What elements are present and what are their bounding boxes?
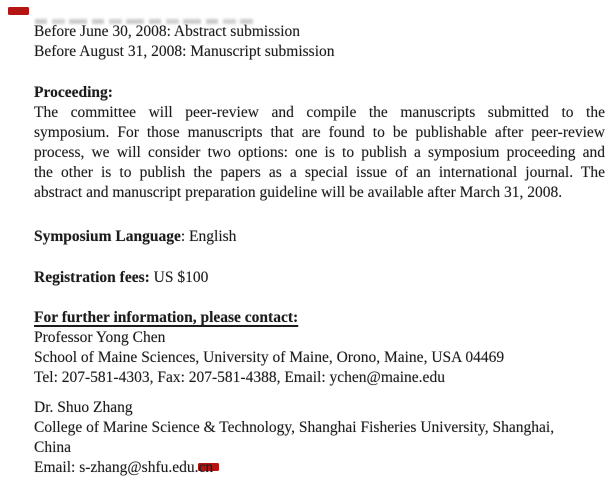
contact2-affiliation-line2: China	[34, 439, 72, 456]
contact2-section	[34, 398, 605, 478]
fees-section	[34, 268, 605, 288]
contact1-name: Professor Yong Chen	[34, 329, 166, 346]
contact2-affiliation-line1: College of Marine Science & Technology, Shanghai Fisheries University, Shanghai,	[34, 419, 555, 436]
deadline-manuscript: Before August 31, 2008: Manuscript submission	[34, 43, 335, 60]
proceeding-line: abstract and manuscript preparation guideline will be available after March 31, 2008.	[34, 184, 563, 201]
contact2-email: Email: s-zhang@shfu.edu.cn	[34, 459, 214, 476]
fees-label: Registration fees:	[34, 269, 150, 286]
contact2-name: Dr. Shuo Zhang	[34, 399, 133, 416]
fees-value: US $100	[149, 269, 209, 286]
contact1-affiliation: School of Maine Sciences, University of Maine, Orono, Maine, USA 04469	[34, 349, 505, 366]
contact-section	[34, 308, 605, 388]
proceeding-line: symposium. For those manuscripts that are found to be publishable after peer-review	[34, 124, 605, 141]
contact-heading: For further information, please contact:	[34, 309, 299, 326]
proceeding-line: process, we will consider two options: one is to publish a symposium proceeding and	[34, 144, 605, 161]
deadline-abstract: Before June 30, 2008: Abstract submission	[34, 23, 301, 40]
language-section	[34, 227, 605, 247]
proceeding-line: the other is to publish the papers as a special issue of an international journal. The	[34, 164, 605, 181]
deadlines-section	[34, 22, 605, 62]
proceeding-section	[34, 83, 605, 203]
proceeding-line: The committee will peer-review and compile the manuscripts submitted to the	[34, 104, 605, 121]
language-label: Symposium Language	[34, 228, 181, 245]
red-mark-top-left	[8, 7, 29, 15]
contact1-tel-fax-email: Tel: 207-581-4303, Fax: 207-581-4388, Email: ychen@maine.edu	[34, 369, 445, 386]
language-value: : English	[180, 228, 237, 245]
proceeding-heading: Proceeding:	[34, 84, 113, 101]
